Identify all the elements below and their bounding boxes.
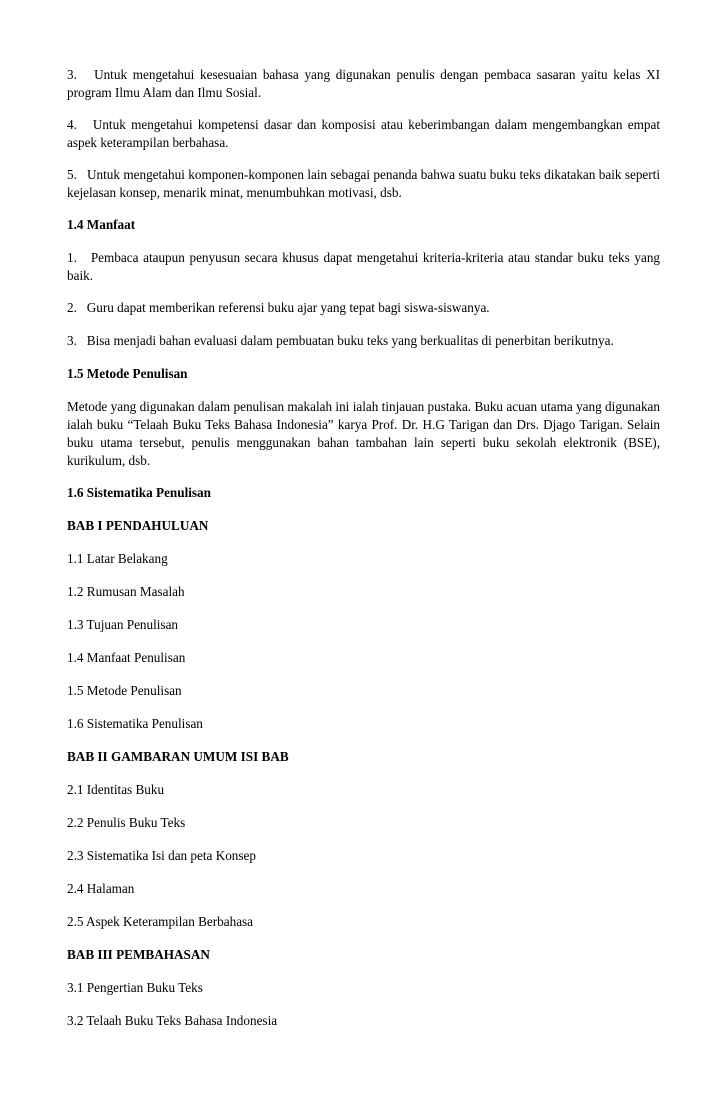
item-number: 1. xyxy=(67,250,77,265)
toc-item: 3.2 Telaah Buku Teks Bahasa Indonesia xyxy=(67,1013,278,1028)
section-heading-sistematika: 1.6 Sistematika Penulisan xyxy=(67,485,211,500)
toc-item: 1.1 Latar Belakang xyxy=(67,551,168,566)
chapter-heading-bab2: BAB II GAMBARAN UMUM ISI BAB xyxy=(67,749,289,764)
objective-item xyxy=(67,116,660,152)
toc-item: 3.1 Pengertian Buku Teks xyxy=(67,980,203,995)
item-text: Guru dapat memberikan referensi buku ajar yang tepat bagi siswa-siswanya. xyxy=(86,300,490,315)
objective-item xyxy=(67,166,660,202)
document-page xyxy=(67,66,660,1045)
benefit-item xyxy=(67,249,660,285)
toc-item: 2.4 Halaman xyxy=(67,881,135,896)
benefit-item xyxy=(67,332,660,350)
toc-item: 2.2 Penulis Buku Teks xyxy=(67,815,186,830)
toc-item: 2.3 Sistematika Isi dan peta Konsep xyxy=(67,848,256,863)
item-text: Untuk mengetahui komponen-komponen lain sebagai penanda bahwa suatu buku teks dikatakan baik seperti kejelasan konsep, menarik minat, menumbuhkan motivasi, dsb. xyxy=(67,167,660,200)
objective-item xyxy=(67,66,660,102)
benefit-item xyxy=(67,299,660,317)
chapter-heading-bab3: BAB III PEMBAHASAN xyxy=(67,947,210,962)
toc-item: 2.1 Identitas Buku xyxy=(67,782,165,797)
item-text: Untuk mengetahui kompetensi dasar dan komposisi atau keberimbangan dalam mengembangkan empat aspek keterampilan berbahasa. xyxy=(67,117,660,150)
item-number: 3. xyxy=(67,333,77,348)
toc-item: 2.5 Aspek Keterampilan Berbahasa xyxy=(67,914,254,929)
section-heading-metode: 1.5 Metode Penulisan xyxy=(67,366,188,381)
toc-item: 1.4 Manfaat Penulisan xyxy=(67,650,186,665)
item-text: Untuk mengetahui kesesuaian bahasa yang digunakan penulis dengan pembaca sasaran yaitu kelas XI program Ilmu Alam dan Ilmu Sosial. xyxy=(67,67,661,100)
item-number: 5. xyxy=(67,167,77,182)
item-number: 4. xyxy=(67,117,77,132)
toc-item: 1.2 Rumusan Masalah xyxy=(67,584,185,599)
item-text: Pembaca ataupun penyusun secara khusus dapat mengetahui kriteria-kriteria atau standar buku teks yang baik. xyxy=(67,250,661,283)
item-number: 2. xyxy=(67,300,77,315)
item-number: 3. xyxy=(67,67,77,82)
metode-paragraph: Metode yang digunakan dalam penulisan makalah ini ialah tinjauan pustaka. Buku acuan utama yang digunakan ialah buku “Telaah Buku Teks Bahasa Indonesia” karya Prof. Dr. H.G Tarigan dan Drs. Djago Tarigan. Selain buku utama tersebut, penulis menggunakan bahan tambahan lain seperti buku sekolah elektronik (BSE), kurikulum, dsb. xyxy=(67,399,660,468)
item-text: Bisa menjadi bahan evaluasi dalam pembuatan buku teks yang berkualitas di penerbitan berikutnya. xyxy=(86,333,614,348)
chapter-heading-bab1: BAB I PENDAHULUAN xyxy=(67,518,209,533)
toc-item: 1.6 Sistematika Penulisan xyxy=(67,716,203,731)
toc-item: 1.5 Metode Penulisan xyxy=(67,683,182,698)
section-heading-manfaat: 1.4 Manfaat xyxy=(67,217,136,232)
toc-item: 1.3 Tujuan Penulisan xyxy=(67,617,179,632)
